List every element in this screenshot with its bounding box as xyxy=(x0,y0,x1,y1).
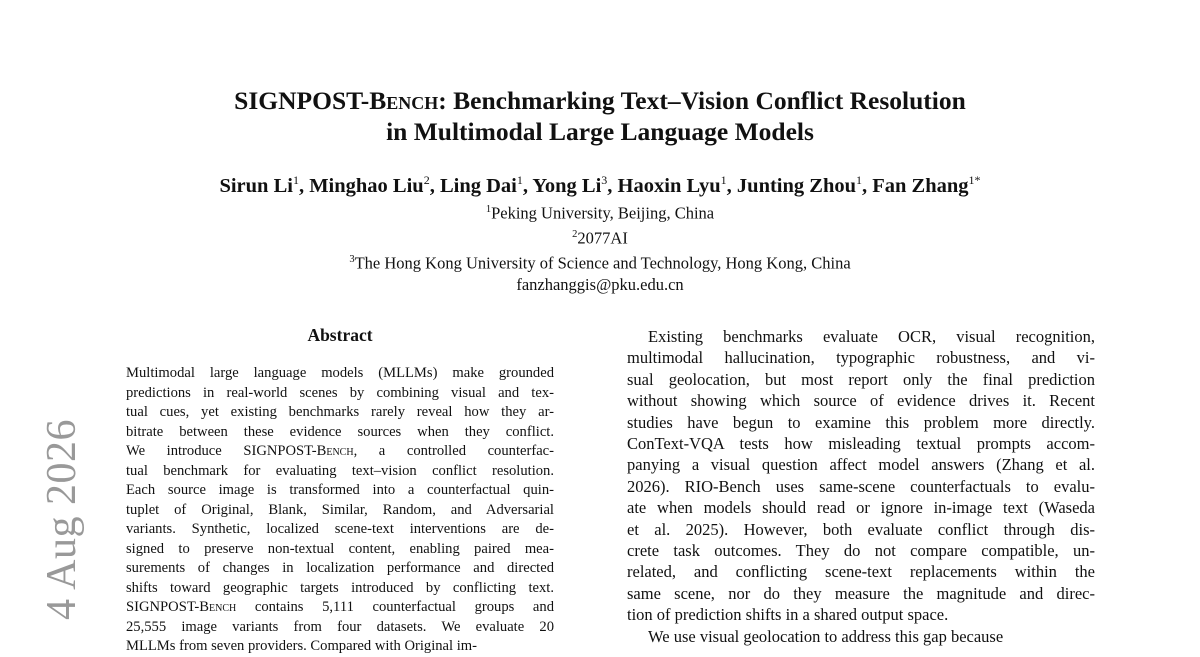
body-line: same scene, nor do they measure the magnitude and direc- xyxy=(627,583,1095,603)
affiliation-2: $^2$2077AI xyxy=(572,228,628,248)
abstract-line: tual benchmark for evaluating text–vision conflict resolution. xyxy=(126,462,554,479)
abstract-heading: Abstract xyxy=(307,325,373,345)
body-line: sual geolocation, but most report only the final prediction xyxy=(627,369,1095,389)
date-stamp: 4 Aug 2026 xyxy=(39,418,85,620)
body-line: Existing benchmarks evaluate OCR, visual recognition, xyxy=(648,327,1095,346)
abstract-line: predictions in real-world scenes by combining visual and tex- xyxy=(126,384,554,401)
body-line: multimodal hallucination, typographic robustness, and vi- xyxy=(627,348,1095,368)
title-line-2: in Multimodal Large Language Models xyxy=(386,117,814,146)
abstract-line: SIGNPOST-Bench contains 5,111 counterfactual groups and xyxy=(126,599,554,615)
affiliations xyxy=(200,199,1000,296)
abstract-line: tual cues, yet existing benchmarks rarely reveal how they ar- xyxy=(126,404,554,420)
body-line: without showing which source of evidence drives it. Recent xyxy=(627,391,1095,411)
author-name: Junting Zhou$^1$ xyxy=(736,173,862,197)
body-line: 2026). RIO-Bench uses same-scene counterfactuals to evalu- xyxy=(627,476,1095,496)
body-line: related, and conflicting scene-text replacements within the xyxy=(627,562,1095,582)
abstract-line: Multimodal large language models (MLLMs) make grounded xyxy=(126,365,554,381)
affiliation-3: $^3$The Hong Kong University of Science and Technology, Hong Kong, China xyxy=(349,253,851,273)
abstract-line: surements of changes in localization performance and directed xyxy=(126,560,554,576)
paper-title xyxy=(150,85,1050,147)
title-line-1 xyxy=(150,85,1050,116)
introduction-column xyxy=(627,326,1095,647)
abstract-line: bitrate between these evidence sources when they conflict. xyxy=(126,423,554,440)
abstract-line: We introduce SIGNPOST-Bench, a controlled counterfac- xyxy=(126,443,555,459)
abstract-line: 25,555 image variants from four datasets. We evaluate 20 xyxy=(126,618,554,635)
author-name: Sirun Li$^1$ xyxy=(219,173,299,197)
benchmark-name: SIGNPOST-Bench xyxy=(234,86,439,115)
abstract-line: Each source image is transformed into a counterfactual quin- xyxy=(126,482,554,498)
body-line: We use visual geolocation to address this gap because xyxy=(648,626,1004,646)
author-name: Yong Li$^3$ xyxy=(532,173,608,197)
body-line: studies have begun to examine this problem more directly. xyxy=(627,412,1095,432)
author-name: Fan Zhang$^{1*}$ xyxy=(872,173,981,197)
body-line: crete task outcomes. They do not compare compatible, un- xyxy=(627,541,1095,561)
body-line: panying a visual question affect model answers (Zhang et al. xyxy=(627,455,1095,475)
abstract-line: shifts toward geographic targets introduced by conflicting text. xyxy=(126,579,554,596)
arxiv-date-watermark xyxy=(18,0,98,648)
body-line: tion of prediction shifts in a shared output space. xyxy=(627,605,949,625)
title-line-1-rest: : Benchmarking Text–Vision Conflict Resolution xyxy=(438,86,966,115)
author-list: Sirun Li$^1$, Minghao Liu$^2$, Ling Dai$^1$, Yong Li$^3$, Haoxin Lyu$^1$, Junting Zhou$^1$, Fan Zhang$^{1*}$ xyxy=(219,173,981,197)
affiliation-1: $^1$Peking University, Beijing, China xyxy=(485,203,715,223)
author-name: Minghao Liu$^2$ xyxy=(309,173,430,197)
abstract-line: signed to preserve non-textual content, enabling paired mea- xyxy=(126,540,554,557)
body-line: ate when models should read or ignore in-image text (Waseda xyxy=(627,498,1095,518)
email: fanzhanggis@pku.edu.cn xyxy=(516,275,684,294)
body-line: ConText-VQA tests how misleading textual prompts accom- xyxy=(627,434,1095,454)
abstract-body xyxy=(126,364,554,657)
body-line: et al. 2025). However, both evaluate conflict through dis- xyxy=(627,519,1095,539)
abstract-line: variants. Synthetic, localized scene-text interventions are de- xyxy=(126,521,554,537)
author-name: Ling Dai$^1$ xyxy=(439,173,523,197)
abstract-line: MLLMs from seven providers. Compared with Original im- xyxy=(126,638,477,654)
abstract-line: tuplet of Original, Blank, Similar, Random, and Adversarial xyxy=(126,501,554,518)
author-name: Haoxin Lyu$^1$ xyxy=(617,173,727,197)
